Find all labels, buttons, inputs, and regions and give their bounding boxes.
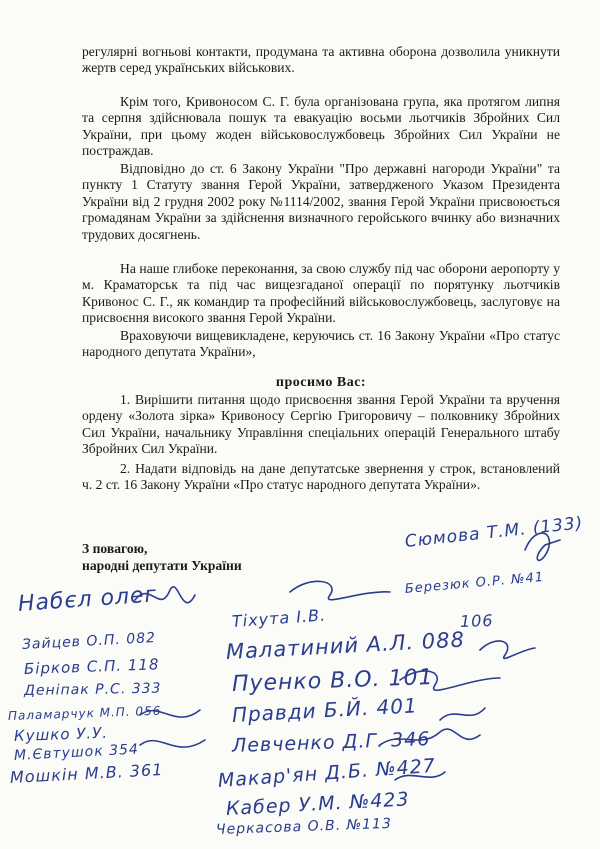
request-item-2-text: 2. Надати відповідь на дане депутатське звернення у строк, встановлений ч. 2 ст. 16 Закону України «Про статус народного депутата України». [82, 461, 560, 493]
request-item-2 [82, 461, 560, 494]
paragraph-2-text: Крім того, Кривоносом С. Г. була організована група, яка протягом липня та серпня здійснювала пошук та евакуацію восьми льотчиків Збройних Сил України, при цьому жоден військовослужбовець Збройних Сил України не постраждав. [82, 94, 560, 159]
signature-1: Сюмова Т.М. (133) [403, 513, 585, 552]
signature-12: Паламарчук М.П. 056 [7, 703, 162, 723]
closing-line-2: народні депутати України [82, 558, 242, 573]
signature-9: Пуенко В.О. 101 [231, 664, 434, 697]
closing-line-1: З повагою, [82, 541, 148, 556]
signature-2: Набєл олег [17, 582, 158, 617]
signature-11: Правди Б.Й. 401 [231, 693, 419, 727]
paragraph-3 [82, 161, 560, 243]
paragraph-2 [82, 94, 560, 160]
paragraph-1 [82, 44, 560, 77]
paragraph-5 [82, 328, 560, 361]
paragraph-4-text: На наше глибоке переконання, за свою службу під час оборони аеропорту у м. Краматорськ та під час вищезгаданої операції по порятунку льотчиків Кривонос С. Г., як командир та професійний військовослужбовець, заслуговує на присвоєння високого звання Герой України. [82, 261, 560, 326]
request-item-1-text: 1. Вирішити питання щодо присвоєння звання Герой України та вручення ордену «Золота зірка» Кривоносу Сергію Григоровичу – полковнику Збройних Сил України, начальнику Управління спеціальних операцій Генерального штабу Збройних Сил України. [82, 392, 560, 457]
signature-8: Бірков С.П. 118 [23, 655, 160, 678]
signature-13: Кушко У.У. [13, 723, 109, 745]
signature-15: М.Євтушок 354 [13, 741, 140, 764]
signature-scrawls [0, 520, 600, 849]
signature-10: Деніпак Р.С. 333 [23, 680, 162, 699]
signature-5: 106 [459, 610, 494, 631]
signature-17: Макар'ян Д.Б. №427 [217, 754, 437, 792]
signature-4: Тіхута І.В. [231, 605, 327, 631]
paragraph-1-text: регулярні вогньові контакти, продумана та активна оборона дозволила уникнути жертв серед українських військових. [82, 44, 560, 76]
paragraph-5-text: Враховуючи вищевикладене, керуючись ст. 16 Закону України «Про статус народного депутата України», [82, 328, 560, 360]
signature-19: Черкасова О.В. №113 [215, 815, 393, 838]
paragraph-4 [82, 261, 560, 327]
signature-7: Малатиний А.Л. 088 [225, 627, 466, 664]
signature-16: Мошкін М.В. 361 [9, 759, 164, 787]
signature-14: Левченко Д.Г. 346 [231, 728, 431, 757]
signature-18: Кабер У.М. №423 [225, 788, 411, 820]
paragraph-3-text: Відповідно до ст. 6 Закону України "Про державні нагороди України" та пункту 1 Статуту звання Герой України, затвердженого Указом Президента України від 2 грудня 2002 року №1114/2002, звання Герой України присвоюється громадянам України за здійснення визначного геройського вчинку або визначних трудових досягнень. [82, 161, 560, 242]
signature-6: Зайцев О.П. 082 [21, 629, 157, 653]
request-heading: просимо Вас: [275, 375, 367, 390]
request-item-1 [82, 392, 560, 458]
signature-3: Березюк О.Р. №41 [404, 569, 545, 597]
